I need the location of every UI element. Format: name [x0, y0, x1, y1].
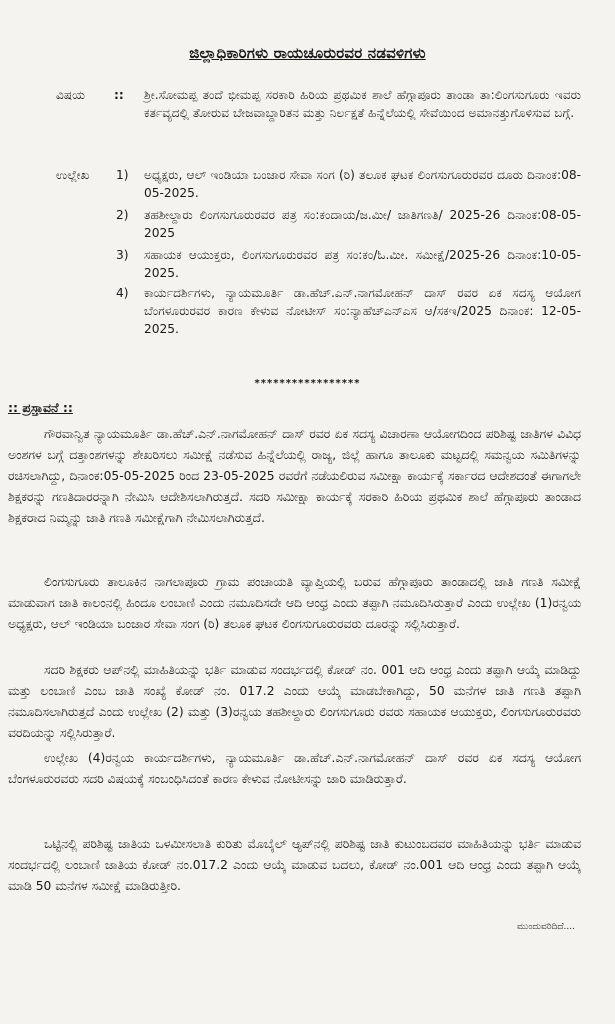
reference-item [56, 284, 581, 364]
reference-label: ಉಲ್ಲೇಖ [56, 168, 90, 182]
subject-text: ಶ್ರೀ.ಸೋಮಪ್ಪ ತಂದೆ ಭೀಮಪ್ಪ ಸರಕಾರಿ ಹಿರಿಯ ಪ್ರಥಮಿಕ ಶಾಲೆ ಹೆಗ್ಗಾಪೂರು ತಾಂಡಾ ತಾ:ಲಿಂಗಸುಗೂರು ಇವರು ಕರ್ತವ್ಯದಲ್ಲಿ ತೋರುವ ಬೇಜವಾಬ್ದಾರಿತನ ಮತ್ತು ನಿರ್ಲಕ್ಷತೆ ಹಿನ್ನೆಲೆಯಲ್ಲಿ ಸೇವೆಯಿಂದ ಅಮಾನತ್ತುಗೊಳಿಸುವ ಬಗ್ಗೆ. [144, 88, 581, 120]
reference-item [56, 206, 581, 246]
subject-block [56, 86, 581, 164]
paragraph: ಉಲ್ಲೇಖ (4)ರನ್ವಯ ಕಾರ್ಯದರ್ಶಿಗಳು, ನ್ಯಾಯಮೂರ್ತಿ ಡಾ.ಹೆಚ್.ಎನ್.ನಾಗಮೋಹನ್ ದಾಸ್ ರವರ ಏಕ ಸದಸ್ಯ ಆಯೋಗ ಬೆಂಗಳೂರುರವರು ಸದರಿ ವಿಷಯಕ್ಕೆ ಸಂಬಂಧಿಸಿದಂತೆ ಕಾರಣ ಕೇಳುವ ನೋಟೀಸನ್ನು ಜಾರಿ ಮಾಡಿರುತ್ತಾರೆ. [8, 751, 581, 786]
paragraph: ಲಿಂಗಸುಗೂರು ತಾಲೂಕಿನ ನಾಗಲಾಪೂರು ಗ್ರಾಮ ಪಂಚಾಯತಿ ವ್ಯಾಪ್ತಿಯಲ್ಲಿ ಬರುವ ಹೆಗ್ಗಾಪೂರು ತಾಂಡಾದಲ್ಲಿ ಜಾತಿ ಗಣತಿ ಸಮೀಕ್ಷೆ ಮಾಡುವಾಗ ಜಾತಿ ಕಾಲಂನಲ್ಲಿ ಹಿಂದೂ ಲಂಬಾಣಿ ಎಂದು ನಮೂದಿಸದೇ ಆದಿ ಆಂಧ್ರ ಎಂದು ತಪ್ಪಾಗಿ ನಮೂದಿಸಿರುತ್ತಾರೆ ಎಂದು ಉಲ್ಲೇಖ (1)ರನ್ವಯ ಅಧ್ಯಕ್ಷರು, ಆಲ್ ಇಂಡಿಯಾ ಬಂಜಾರ ಸೇವಾ ಸಂಗ (ರಿ) ತಲೂಕ ಘಟಕ ಲಿಂಗಸುಗೂರುರವರು ದೂರನ್ನು ಸಲ್ಲಿಸಿರುತ್ತಾರೆ. [8, 575, 581, 631]
reference-number: 4) [116, 286, 129, 300]
continued-note: ಮುಂದುವರಿದಿದೆ.... [516, 922, 575, 932]
paragraph: ಸದರಿ ಶಿಕ್ಷಕರು ಆಪ್‌ನಲ್ಲಿ ಮಾಹಿತಿಯನ್ನು ಭರ್ತಿ ಮಾಡುವ ಸಂದರ್ಭದಲ್ಲಿ ಕೋಡ್ ನಂ. 001 ಆದಿ ಆಂಧ್ರ ಎಂದು ತಪ್ಪಾಗಿ ಆಯ್ಕೆ ಮಾಡಿದ್ದು ಮತ್ತು ಲಂಬಾಣಿ ಎಂಬ ಜಾತಿ ಸಂಖ್ಯೆ ಕೋಡ್ ನಂ. 017.2 ಎಂದು ಆಯ್ಕೆ ಮಾಡಬೇಕಾಗಿದ್ದು, 50 ಮನೆಗಳ ಜಾತಿ ಗಣತಿ ತಪ್ಪಾಗಿ ನಮೂದಿಸಲಾಗಿರುತ್ತದೆ ಎಂದು ಉಲ್ಲೇಖ (2) ಮತ್ತು (3)ರನ್ವಯ ತಹಶೀಲ್ದಾರು ಲಿಂಗಸುಗೂರು ರವರು ಸಹಾಯಕ ಆಯುಕ್ತರು, ಲಿಂಗಸುಗೂರುರವರು ವರದಿಯನ್ನು ಸಲ್ಲಿಸಿರುತ್ತಾರೆ. [8, 663, 581, 740]
paragraph: ಒಟ್ಟಿನಲ್ಲಿ ಪರಿಶಿಷ್ಟ ಜಾತಿಯ ಒಳಮೀಸಲಾತಿ ಕುರಿತು ಮೊಬೈಲ್ ಆ್ಯಪ್‌ನಲ್ಲಿ ಪರಿಶಿಷ್ಟ ಜಾತಿ ಕುಟುಂಬದವರ ಮಾಹಿತಿಯನ್ನು ಭರ್ತಿ ಮಾಡುವ ಸಂದರ್ಭದಲ್ಲಿ ಲಂಬಾಣಿ ಜಾತಿಯ ಕೋಡ್ ನಂ.017.2 ಎಂದು ಆಯ್ಕೆ ಮಾಡುವ ಬದಲು, ಕೋಡ್ ನಂ.001 ಆದಿ ಆಂಧ್ರ ಎಂದು ತಪ್ಪಾಗಿ ಆಯ್ಕೆ ಮಾಡಿ 50 ಮನೆಗಳ ಸಮೀಕ್ಷೆ ಮಾಡಿರುತ್ತೀರಿ. [8, 837, 581, 893]
page-title: ಜಿಲ್ಲಾಧಿಕಾರಿಗಳು ರಾಯಚೂರುರವರ ನಡವಳಿಗಳು [189, 44, 426, 62]
separator-stars: ***************** [254, 378, 361, 389]
preamble-heading: :: ಪ್ರಸ್ತಾವನೆ :: [8, 400, 73, 415]
subject-label: ವಿಷಯ [56, 88, 86, 102]
reference-text: ಸಹಾಯಕ ಆಯುಕ್ತರು, ಲಿಂಗಸುಗೂರುರವರ ಪತ್ರ ಸಂ:ಕಂ/ಓ.ಮೀ. ಸಮೀಕ್ಷೆ/2025-26 ದಿನಾಂಕ:10-05-2025. [144, 248, 581, 280]
reference-item [56, 166, 581, 206]
reference-number: 3) [116, 248, 129, 262]
reference-number: 1) [116, 168, 129, 182]
reference-item [56, 246, 581, 286]
reference-text: ತಹಶೀಲ್ದಾರು ಲಿಂಗಸುಗೂರುರವರ ಪತ್ರ ಸಂ:ಕಂದಾಯ/ಜ.ಮೀ/ ಜಾತಿಗಣತಿ/ 2025-26 ದಿನಾಂಕ:08-05-2025 [144, 208, 581, 240]
paragraph: ಗೌರವಾನ್ವಿತ ನ್ಯಾಯಮೂರ್ತಿ ಡಾ.ಹೆಚ್.ಎನ್.ನಾಗಮೋಹನ್ ದಾಸ್ ರವರ ಏಕ ಸದಸ್ಯ ವಿಚಾರಣಾ ಆಯೋಗದಿಂದ ಪರಿಶಿಷ್ಟ ಜಾತಿಗಳ ವಿವಿಧ ಅಂಶಗಳ ಬಗ್ಗೆ ದತ್ತಾಂಶಗಳನ್ನು ಶೇಖರಿಸಲು ಸಮೀಕ್ಷೆ ನಡೆಸುವ ಹಿನ್ನೆಲೆಯಲ್ಲಿ ರಾಜ್ಯ, ಜಿಲ್ಲೆ ಹಾಗೂ ತಾಲೂಕು ಮಟ್ಟದಲ್ಲಿ ಸಮನ್ವಯ ಸಮಿತಿಗಳನ್ನು ರಚಿಸಲಾಗಿದ್ದು, ದಿನಾಂಕ:05-05-2025 ರಿಂದ 23-05-2025 ರವರೆಗೆ ನಡೆಯಲಿರುವ ಸಮೀಕ್ಷಾ ಕಾರ್ಯಕ್ಕೆ ಸರ್ಕಾರದ ಆದೇಶದಂತೆ ಈಗಾಗಲೇ ಶಿಕ್ಷಕರನ್ನು ಗಣತಿದಾರರನ್ನಾಗಿ ನೇಮಿಸಿ ಆದೇಶಿಸಲಾಗಿರುತ್ತದೆ. ಸದರಿ ಸಮೀಕ್ಷಾ ಕಾರ್ಯಕ್ಕೆ ಸರಕಾರಿ ಹಿರಿಯ ಪ್ರಥಮಿಕ ಶಾಲೆ ಹೆಗ್ಗಾಪೂರು ತಾಂಡಾದ ಶಿಕ್ಷಕರಾದ ನಿಮ್ಮನ್ನು ಜಾತಿ ಗಣತಿ ಸಮೀಕ್ಷೆಗಾಗಿ ನೇಮಿಸಲಾಗಿರುತ್ತದೆ. [8, 427, 581, 525]
reference-text: ಕಾರ್ಯದರ್ಶಿಗಳು, ನ್ಯಾಯಮೂರ್ತಿ ಡಾ.ಹೆಚ್.ಎನ್.ನಾಗಮೋಹನ್ ದಾಸ್ ರವರ ಏಕ ಸದಸ್ಯ ಆಯೋಗ ಬೆಂಗಳೂರುರವರ ಕಾರಣ ಕೇಳುವ ನೋಟೀಸ್ ಸಂ:ನ್ಯಾಹೆಚ್ಎನ್ಎಸ ಆ/ಸಕಇ/2025 ದಿನಾಂಕ: 12-05-2025. [144, 286, 581, 336]
subject-separator: :: [114, 88, 124, 102]
reference-number: 2) [116, 208, 129, 222]
reference-text: ಅಧ್ಯಕ್ಷರು, ಆಲ್ ಇಂಡಿಯಾ ಬಂಜಾರ ಸೇವಾ ಸಂಗ (ರಿ) ತಲೂಕ ಘಟಕ ಲಿಂಗಸುಗೂರುರವರ ದೂರು ದಿನಾಂಕ:08-05-2025. [144, 168, 581, 200]
